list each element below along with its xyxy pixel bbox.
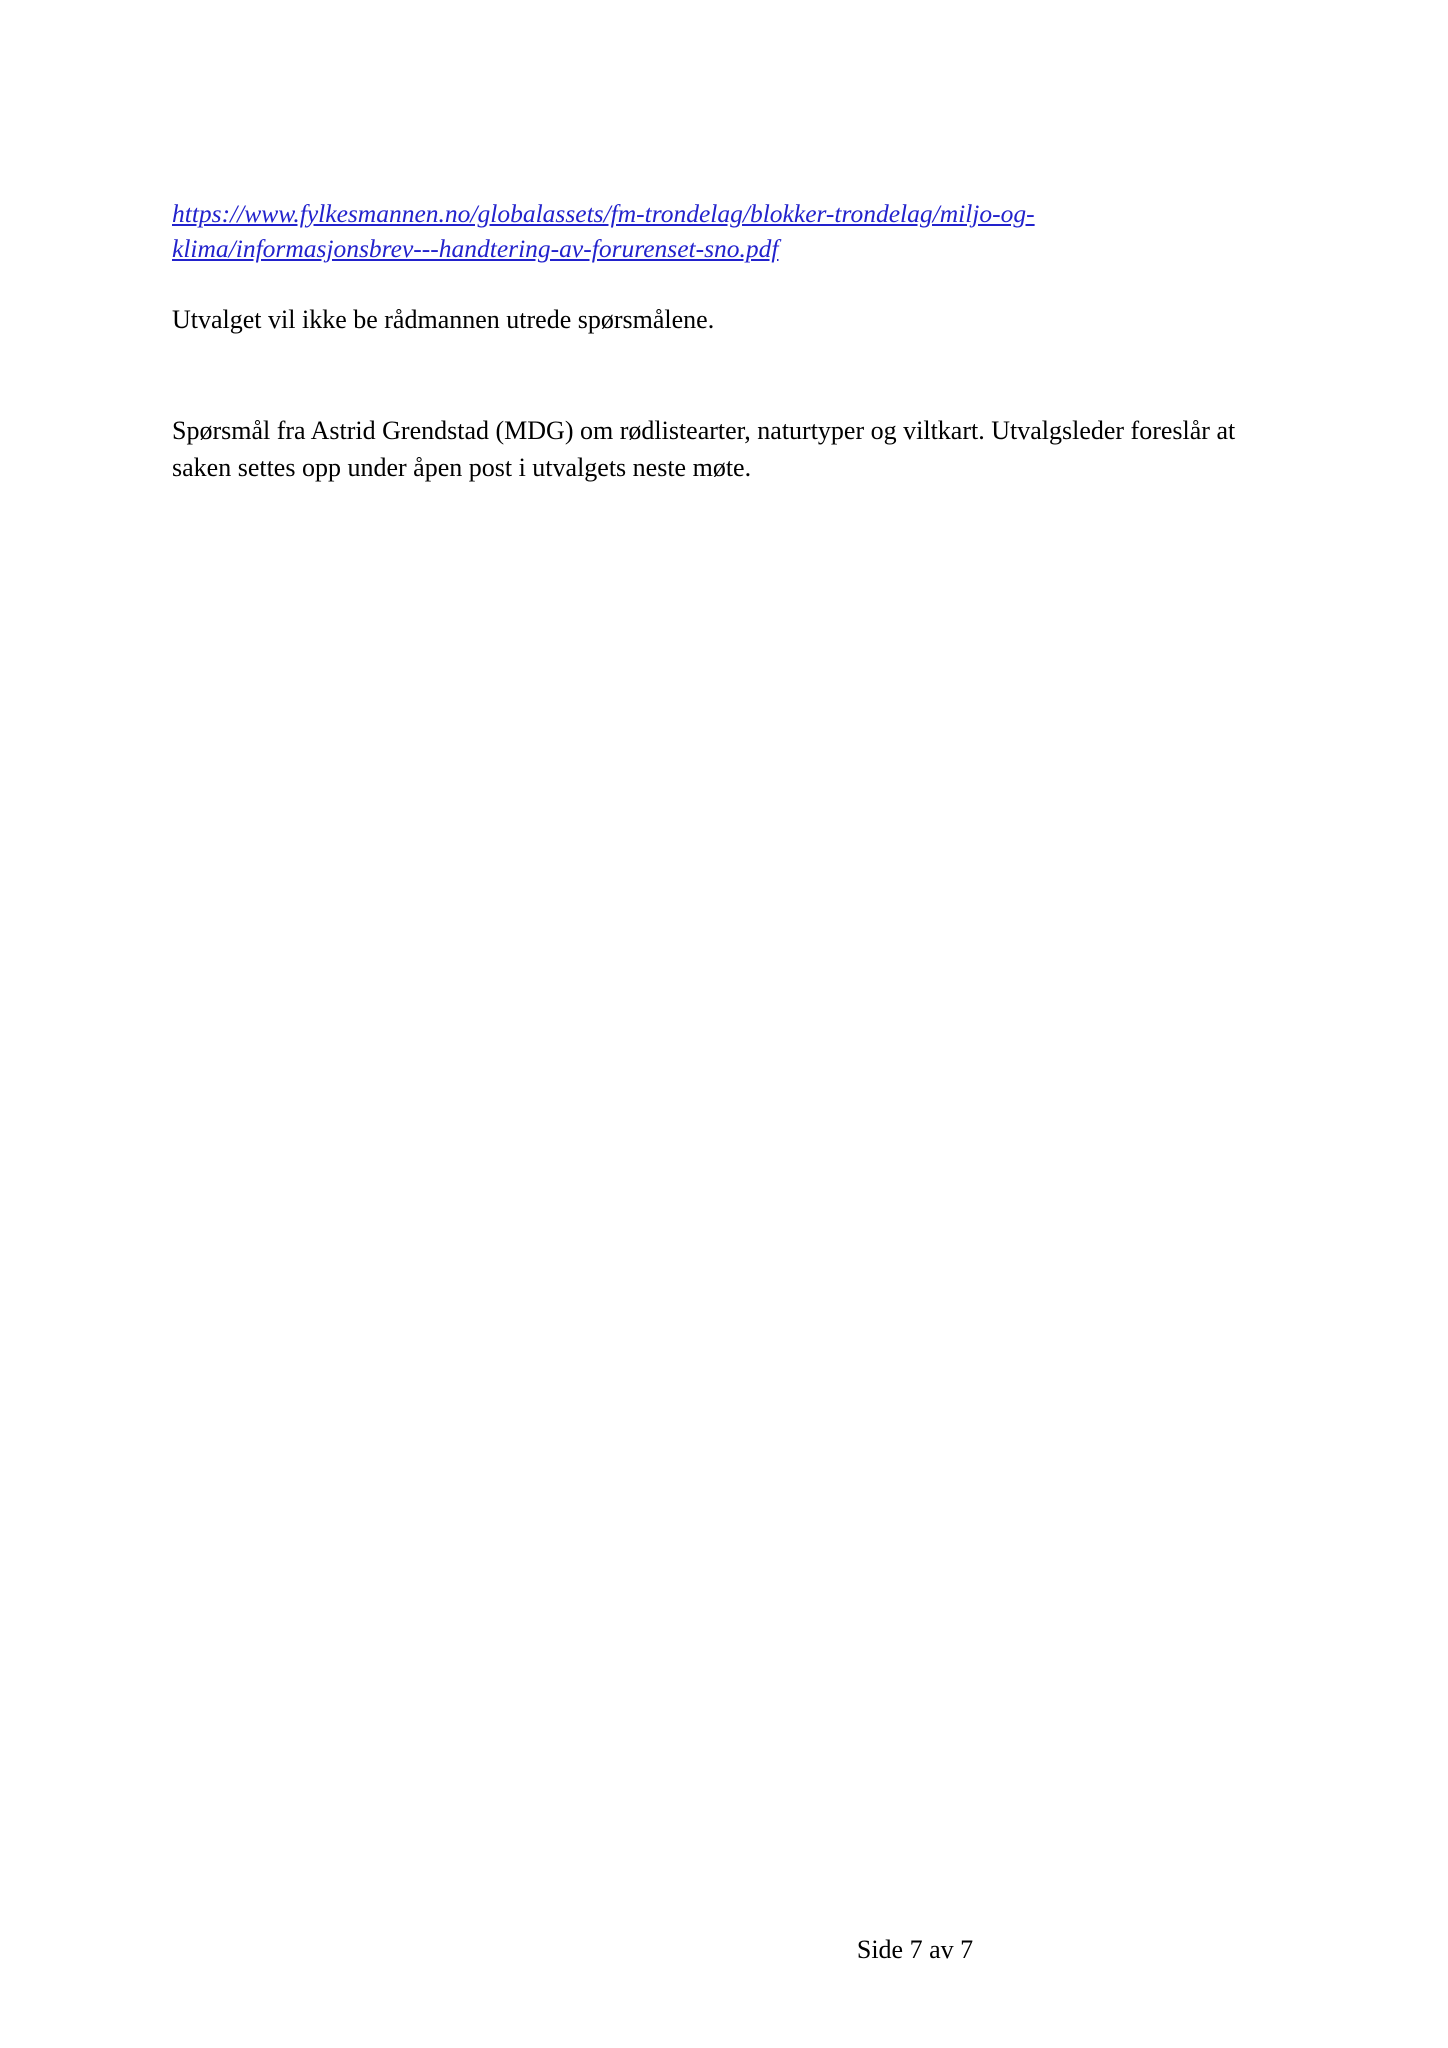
page-number-label: Side 7 av 7 — [856, 1935, 974, 1964]
pdf-link[interactable] — [172, 196, 1264, 266]
pdf-link-line-2: klima/informasjonsbrev---handtering-av-forurenset-sno.pdf — [172, 234, 779, 264]
pdf-link-line-1: https://www.fylkesmannen.no/globalassets/fm-trondelag/blokker-trondelag/miljo-og- — [172, 199, 1035, 228]
paragraph-1: Utvalget vil ikke be rådmannen utrede spørsmålene. — [172, 305, 715, 335]
page-footer — [0, 1935, 1448, 1965]
document-body — [172, 196, 1264, 513]
paragraph-2: Spørsmål fra Astrid Grendstad (MDG) om rødlistearter, naturtyper og viltkart. Utvalgsleder foreslår at saken settes opp under åpen post i utvalgets neste møte. — [172, 416, 1236, 483]
